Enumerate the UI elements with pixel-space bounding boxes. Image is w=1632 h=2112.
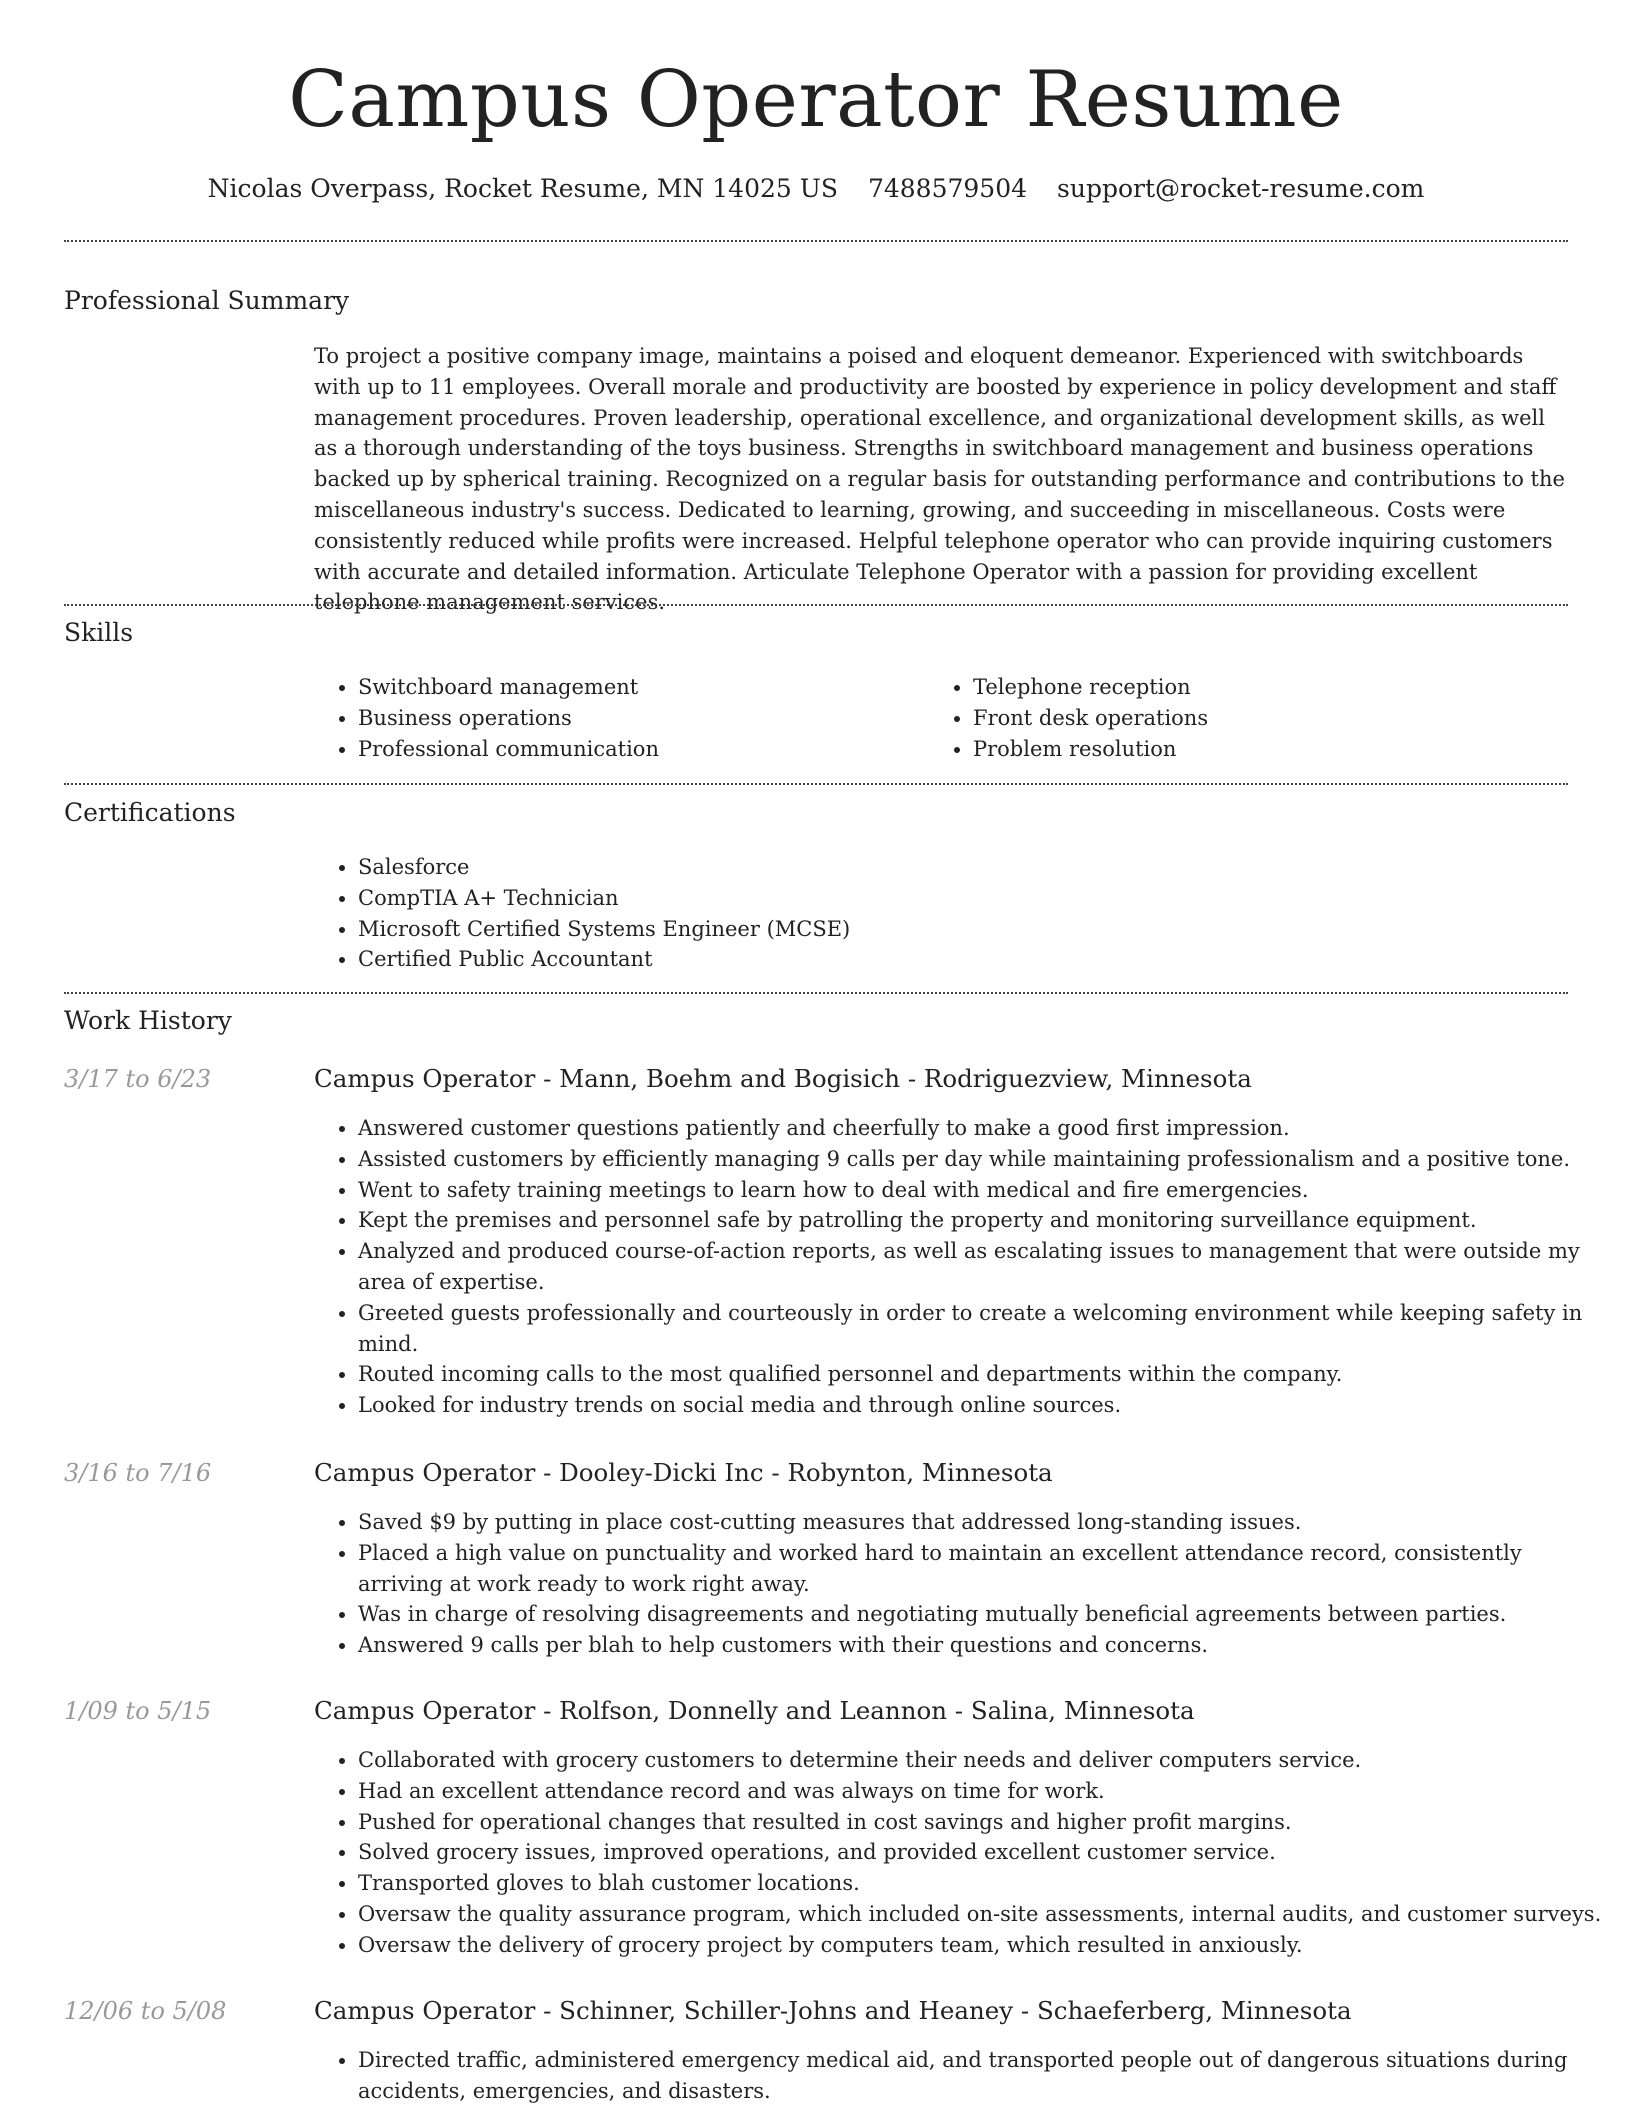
- summary-heading: Professional Summary: [64, 286, 350, 315]
- job-bullet: • Looked for industry trends on social media and through online sources.: [358, 1390, 1612, 1421]
- job-bullet: • Placed a high value on punctuality and worked hard to maintain an excellent attendance record, consistently arriving at work ready to work right away.: [358, 1538, 1612, 1600]
- certification-item: • CompTIA A+ Technician: [358, 883, 1612, 914]
- certification-item: • Certified Public Accountant: [358, 944, 1612, 975]
- job-bullets: [314, 1507, 1612, 1661]
- job-bullet: • Kept the premises and personnel safe by patrolling the property and monitoring surveillance equipment.: [358, 1205, 1612, 1236]
- certifications-heading: Certifications: [64, 798, 236, 827]
- job-bullet: • Pushed for operational changes that resulted in cost savings and higher profit margins.: [358, 1807, 1612, 1838]
- job-bullet: • Answered 9 calls per blah to help customers with their questions and concerns.: [358, 1630, 1612, 1661]
- skill-item: • Front desk operations: [973, 703, 1533, 734]
- skills-list-left: [314, 672, 918, 764]
- job-bullet: • Had an excellent attendance record and was always on time for work.: [358, 1776, 1612, 1807]
- job-dates: 1/09 to 5/15: [64, 1697, 212, 1725]
- section-divider: [64, 992, 1568, 994]
- job-bullet: • Transported gloves to blah customer locations.: [358, 1868, 1612, 1899]
- job-bullets: [314, 1745, 1612, 1961]
- job-bullets: [314, 2045, 1612, 2107]
- skill-item: • Problem resolution: [973, 734, 1533, 765]
- summary-text: To project a positive company image, maintains a poised and eloquent demeanor. Experienced with switchboards with up to 11 employees. Overall morale and productivity are boosted by experience in policy development and staff management procedures. Proven leadership, operational excellence, and organizational development skills, as well as a thorough understanding of the toys business. Strengths in switchboard management and business operations backed up by spherical training. Recognized on a regular basis for outstanding performance and contributions to the miscellaneous industry's success. Dedicated to learning, growing, and succeeding in miscellaneous. Costs were consistently reduced while profits were increased. Helpful telephone operator who can provide inquiring customers with accurate and detailed information. Articulate Telephone Operator with a passion for providing excellent telephone management services.: [314, 344, 1565, 615]
- skills-heading: Skills: [64, 618, 134, 647]
- contact-address: Nicolas Overpass, Rocket Resume, MN 14025 US: [207, 174, 838, 203]
- job-bullet: • Assisted customers by efficiently managing 9 calls per day while maintaining professionalism and a positive tone.: [358, 1144, 1612, 1175]
- contact-email[interactable]: support@rocket-resume.com: [1057, 174, 1425, 203]
- certification-item: • Microsoft Certified Systems Engineer (MCSE): [358, 914, 1612, 945]
- job-bullet: • Oversaw the delivery of grocery project by computers team, which resulted in anxiously.: [358, 1930, 1612, 1961]
- job-title: Campus Operator - Rolfson, Donnelly and Leannon - Salina, Minnesota: [314, 1696, 1195, 1725]
- job-dates: 3/17 to 6/23: [64, 1065, 212, 1093]
- job-bullet: • Directed traffic, administered emergency medical aid, and transported people out of dangerous situations during accidents, emergencies, and disasters.: [358, 2045, 1612, 2107]
- resume-title: Campus Operator Resume: [288, 55, 1344, 145]
- job-dates: 12/06 to 5/08: [64, 1997, 227, 2025]
- certifications-list: [314, 852, 1612, 975]
- job-bullet: • Collaborated with grocery customers to determine their needs and deliver computers service.: [358, 1745, 1612, 1776]
- job-bullet: • Oversaw the quality assurance program, which included on-site assessments, internal audits, and customer surveys.: [358, 1899, 1612, 1930]
- certification-item: • Salesforce: [358, 852, 1612, 883]
- job-bullet: • Answered customer questions patiently and cheerfully to make a good first impression.: [358, 1113, 1612, 1144]
- job-bullets: [314, 1113, 1612, 1421]
- skill-item: • Switchboard management: [358, 672, 918, 703]
- skill-item: • Business operations: [358, 703, 918, 734]
- job-bullet: • Greeted guests professionally and courteously in order to create a welcoming environment while keeping safety in mind.: [358, 1298, 1612, 1360]
- job-bullet: • Routed incoming calls to the most qualified personnel and departments within the company.: [358, 1359, 1612, 1390]
- section-divider: [64, 783, 1568, 785]
- job-bullet: • Solved grocery issues, improved operations, and provided excellent customer service.: [358, 1837, 1612, 1868]
- work-history-heading: Work History: [64, 1006, 232, 1035]
- job-bullet: • Saved $9 by putting in place cost-cutting measures that addressed long-standing issues.: [358, 1507, 1612, 1538]
- job-title: Campus Operator - Dooley-Dicki Inc - Robynton, Minnesota: [314, 1458, 1053, 1487]
- job-dates: 3/16 to 7/16: [64, 1459, 212, 1487]
- section-divider: [64, 604, 1568, 606]
- contact-line: [0, 172, 1632, 206]
- section-divider: [64, 240, 1568, 242]
- contact-phone: 7488579504: [867, 174, 1028, 203]
- skill-item: • Telephone reception: [973, 672, 1533, 703]
- job-bullet: • Analyzed and produced course-of-action reports, as well as escalating issues to management that were outside my area of expertise.: [358, 1236, 1612, 1298]
- skills-list-right: [929, 672, 1533, 764]
- skill-item: • Professional communication: [358, 734, 918, 765]
- job-bullet: • Was in charge of resolving disagreements and negotiating mutually beneficial agreements between parties.: [358, 1599, 1612, 1630]
- job-title: Campus Operator - Mann, Boehm and Bogisich - Rodriguezview, Minnesota: [314, 1064, 1252, 1093]
- job-title: Campus Operator - Schinner, Schiller-Johns and Heaney - Schaeferberg, Minnesota: [314, 1996, 1352, 2025]
- job-bullet: • Went to safety training meetings to learn how to deal with medical and fire emergencies.: [358, 1175, 1612, 1206]
